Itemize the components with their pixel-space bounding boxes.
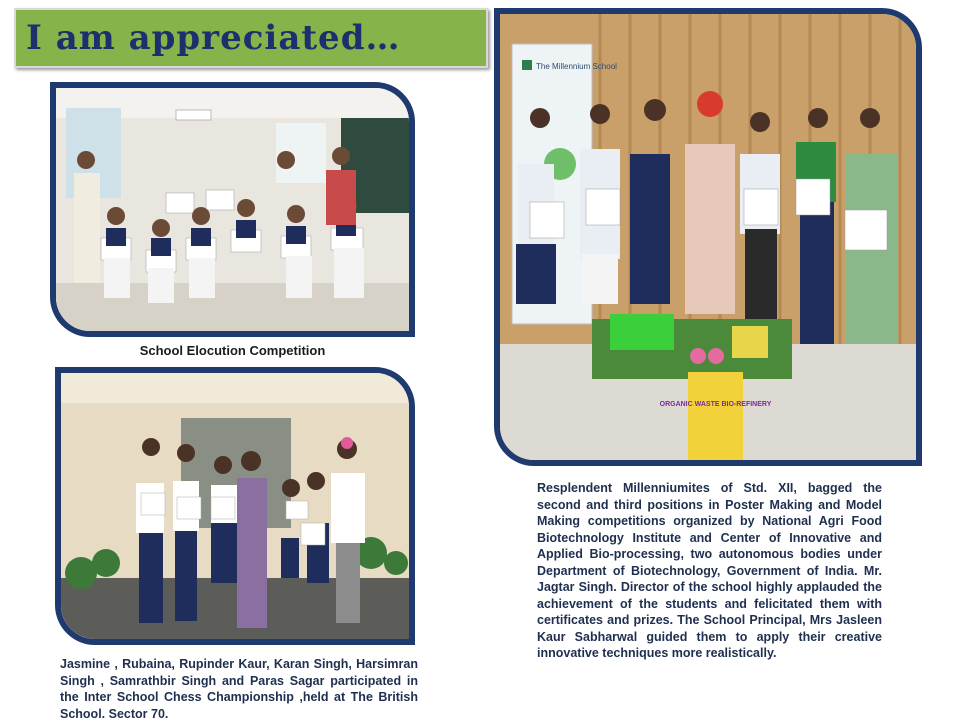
biotech-photo <box>494 8 922 466</box>
elocution-photo <box>50 82 415 337</box>
chess-description: Jasmine , Rubaina, Rupinder Kaur, Karan Singh, Harsimran Singh , Samrathbir Singh and Paras Sagar participated in the Inter School Chess Championship ,held at The British School. Sector 70. <box>60 657 418 721</box>
biotech-photo-image <box>500 14 916 460</box>
elocution-caption: School Elocution Competition <box>139 343 326 358</box>
biotech-description: Resplendent Millenniumites of Std. XII, bagged the second and third positions in Poster Making and Model Making competitions organized by National Agri Food Biotechnology Institute and Center of Innovative and Applied Bio-processing, two autonomous bodies under Department of Biotechnology, Government of India. Mr. Jagtar Singh. Director of the school highly applauded the achievement of the students and felicitated them with certificates and prizes. The School Principal, Mrs Jasleen Kaur Sabharwal guided them to apply their creative innovative techniques more realistically. <box>537 481 882 660</box>
page-banner <box>14 8 488 68</box>
page-title: I am appreciated… <box>26 18 401 58</box>
chess-photo <box>55 367 415 645</box>
elocution-photo-image <box>56 88 409 331</box>
model-sign-text: ORGANIC WASTE BIO-REFINERY <box>659 401 772 408</box>
chess-photo-image <box>61 373 409 639</box>
standee-text: The Millennium School <box>536 62 617 71</box>
